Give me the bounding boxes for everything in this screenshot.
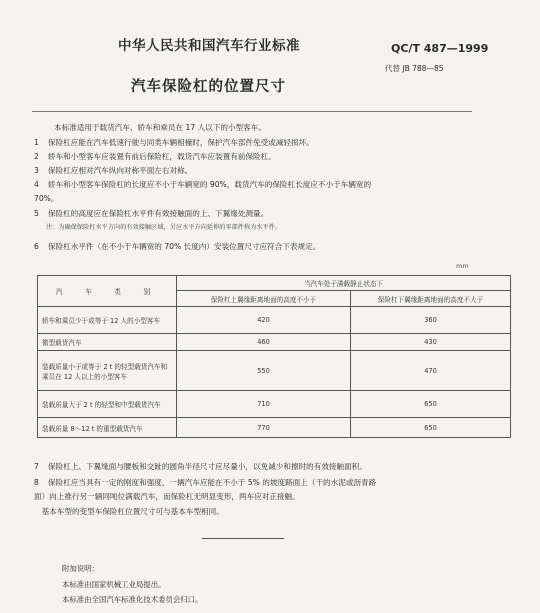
clause-3 xyxy=(34,164,524,178)
clause-7 xyxy=(34,460,514,473)
clause-text: 面）向上推行另一辆同吨位满载汽车，而保险杠无明显变形，两车应对正接触。 xyxy=(34,492,300,501)
standard-code: QC/T 487—1999 xyxy=(391,42,489,55)
row-max-height: 650 xyxy=(351,418,511,438)
clause-4 xyxy=(34,178,524,192)
clause-5 xyxy=(34,207,524,221)
header-lower-min: 保险杠上翼缘距离地面的高度不小于 xyxy=(177,291,351,307)
row-min-height: 420 xyxy=(177,307,351,334)
clause-text: 保险杠的高度应在保险杠水平件有效接触面的上、下翼缘处测量。 xyxy=(48,209,269,218)
header-load-state: 当汽车处于满载静止状态下 xyxy=(177,276,511,291)
row-min-height: 710 xyxy=(177,391,351,418)
standard-org: 中华人民共和国汽车行业标准 xyxy=(118,38,300,54)
header-rule xyxy=(32,111,472,112)
clause-8 xyxy=(34,476,514,489)
clause-6 xyxy=(34,240,524,254)
clause-number: 7 xyxy=(34,462,39,471)
clause-text: 轿车和小型客车应装置有前后保险杠，载货汽车应装置有前保险杠。 xyxy=(48,152,276,161)
table-row xyxy=(38,307,511,334)
table-row xyxy=(38,334,511,351)
additional-line: 本标准由全国汽车标准化技术委员会归口。 xyxy=(62,595,203,604)
document-title: 汽车保险杠的位置尺寸 xyxy=(131,79,286,95)
clause-text: 基本车型的变型车保险杠位置尺寸可与基本车型相同。 xyxy=(34,507,224,516)
clause-number: 1 xyxy=(34,138,39,147)
clause-number: 5 xyxy=(34,209,39,218)
clause-text: 保险杠应能在汽车低速行驶与同类车辆相撞时，保护汽车部件免受或减轻损坏。 xyxy=(48,138,314,147)
clause-4-continued xyxy=(34,192,524,206)
clause-1 xyxy=(34,136,524,150)
clause-note: 注：为确保保险杠水平方向的有效接触区域，另应水平方向延伸的零部件称为水平件。 xyxy=(46,224,282,231)
additional-line: 本标准由国家机械工业局提出。 xyxy=(62,580,166,589)
table-header-row xyxy=(38,276,511,291)
variant-note xyxy=(34,505,514,518)
additional-heading: 附加说明： xyxy=(62,564,99,573)
row-category: 装载质量 8～12 t 的重型载货汽车 xyxy=(38,418,177,438)
row-category: 微型载货汽车 xyxy=(38,334,177,351)
row-max-height: 430 xyxy=(351,334,511,351)
clause-2 xyxy=(34,150,524,164)
clause-number: 6 xyxy=(34,242,39,251)
row-category: 装载质量小于或等于 2 t 的轻型载货汽车和乘员在 12 人以上的小型客车 xyxy=(38,351,177,391)
clause-number: 8 xyxy=(34,478,39,487)
row-min-height: 550 xyxy=(177,351,351,391)
clause-number: 2 xyxy=(34,152,39,161)
clause-text: 保险杠应当具有一定的刚度和强度，一辆汽车应能在不小于 5% 的坡度路面上（干的水泥或沥青路 xyxy=(48,478,377,487)
clause-text: 轿车和小型客车保险杠的长度应不小于车辆宽的 90%，载货汽车的保险杠长度应不小于车辆宽的 xyxy=(48,180,372,189)
bumper-height-table xyxy=(37,275,511,438)
replaces-note: 代替 JB 788—85 xyxy=(385,64,444,73)
table-row xyxy=(38,391,511,418)
row-category: 轿车和乘员少于或等于 12 人的小型客车 xyxy=(38,307,177,334)
row-min-height: 460 xyxy=(177,334,351,351)
clause-text: 保险杠水平件（在不小于车辆宽的 70% 长度内）安装位置尺寸应符合下表规定。 xyxy=(48,242,321,251)
clause-8-continued xyxy=(34,490,514,503)
row-max-height: 360 xyxy=(351,307,511,334)
row-max-height: 650 xyxy=(351,391,511,418)
clause-number: 4 xyxy=(34,180,39,189)
unit-label: mm xyxy=(456,262,469,270)
clause-text: 保险杠应相对汽车纵向对称平面左右对称。 xyxy=(48,166,193,175)
header-category: 汽 车 类 别 xyxy=(38,276,177,307)
intro-paragraph: 本标准适用于载货汽车、轿车和乘员在 17 人以下的小型客车。 xyxy=(54,123,266,132)
clause-text: 保险杠上、下翼缘面与腰板和交趾的圆角半径尺寸应尽量小，以免减少和擦时的有效接触面积。 xyxy=(48,462,367,471)
section-divider xyxy=(202,538,284,539)
clause-number: 3 xyxy=(34,166,39,175)
table-row xyxy=(38,418,511,438)
header-upper-max: 保险杠下翼缘距离地面的高度不大于 xyxy=(351,291,511,307)
clause-text: 70%。 xyxy=(34,194,59,203)
row-category: 装载质量大于 2 t 的轻型和中型载货汽车 xyxy=(38,391,177,418)
table-row xyxy=(38,351,511,391)
row-max-height: 470 xyxy=(351,351,511,391)
row-min-height: 770 xyxy=(177,418,351,438)
